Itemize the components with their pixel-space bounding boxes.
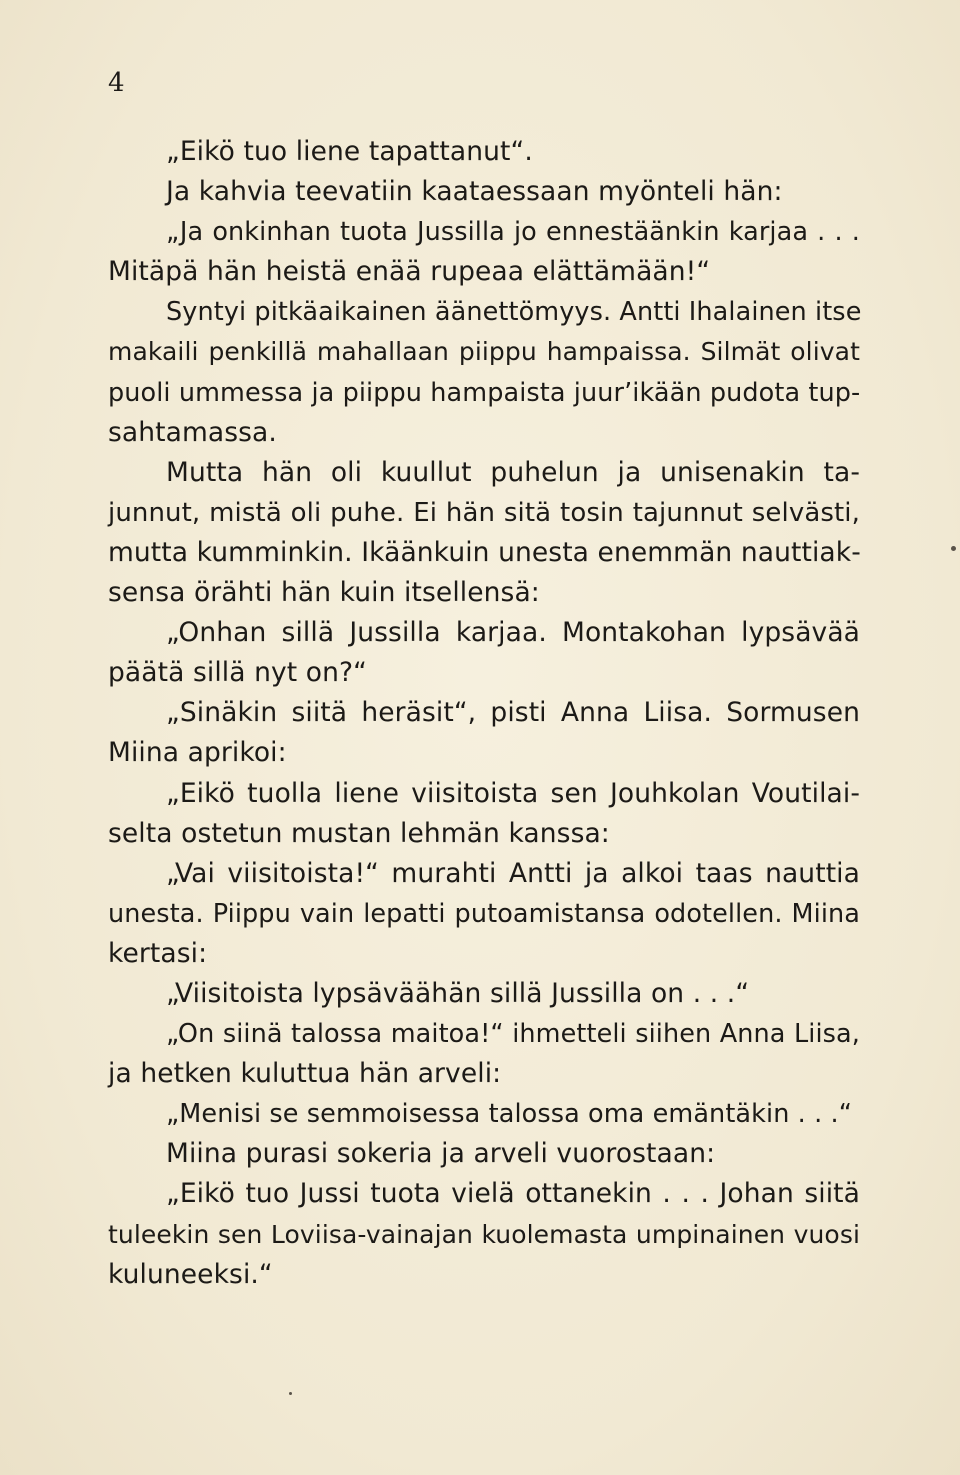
text-line: „Sinäkin siitä heräsit“, pisti Anna Liisa. Sormusen [166,697,860,729]
paper-speck [289,1392,292,1395]
text-line: Ja kahvia teevatiin kaataessaan myönteli hän: [166,176,783,208]
paper-speck [951,546,956,551]
text-line: junnut, mistä oli puhe. Ei hän sitä tosin tajunnut selvästi, [108,497,860,528]
text-line: sahtamassa. [108,416,277,448]
text-line: Miina purasi sokeria ja arveli vuorostaan: [166,1138,716,1170]
text-line: „Viisitoista lypsäväähän sillä Jussilla on . . .“ [166,977,750,1009]
text-line: mutta kumminkin. Ikäänkuin unesta enemmän nauttiak- [108,536,861,568]
text-line: kuluneeksi.“ [108,1258,273,1290]
text-line: Syntyi pitkäaikainen äänettömyys. Antti Ihalainen itse [166,297,862,328]
text-line: ja hetken kuluttua hän arveli: [108,1058,502,1090]
body-text [108,132,860,1295]
text-line: selta ostetun mustan lehmän kanssa: [108,817,610,849]
page-number: 4 [108,68,125,98]
text-line: Mitäpä hän heistä enää rupeaa elättämään!“ [108,256,711,288]
text-line: makaili penkillä mahallaan piippu hampaissa. Silmät olivat [108,337,860,367]
text-line: unesta. Piippu vain lepatti putoamistansa odotellen. Miina [108,898,860,929]
text-line: „Ja onkinhan tuota Jussilla jo ennestäänkin karjaa . . . [166,217,860,248]
text-line: kertasi: [108,937,208,969]
text-line: puoli ummessa ja piippu hampaista juur’ikään pudota tup- [108,377,861,408]
text-line: „Onhan sillä Jussilla karjaa. Montakohan lypsävää [166,617,860,649]
text-line: „Menisi se semmoisessa talossa oma emäntäkin . . .“ [166,1099,853,1130]
text-line: „Vai viisitoista!“ murahti Antti ja alkoi taas nauttia [166,857,860,889]
text-line: „On siinä talossa maitoa!“ ihmetteli siihen Anna Liisa, [166,1019,860,1050]
text-line: Miina aprikoi: [108,737,287,769]
text-line: Mutta hän oli kuullut puhelun ja unisenakin ta- [166,456,860,488]
text-line: tuleekin sen Loviisa-vainajan kuolemasta umpinainen vuosi [108,1219,860,1249]
text-line: „Eikö tuo Jussi tuota vielä ottanekin . . . Johan siitä [166,1178,860,1210]
text-line: päätä sillä nyt on?“ [108,657,368,689]
text-line: „Eikö tuolla liene viisitoista sen Jouhkolan Voutilai- [166,777,860,809]
text-line: sensa örähti hän kuin itsellensä: [108,577,540,609]
text-line: „Eikö tuo liene tapattanut“. [166,136,533,167]
